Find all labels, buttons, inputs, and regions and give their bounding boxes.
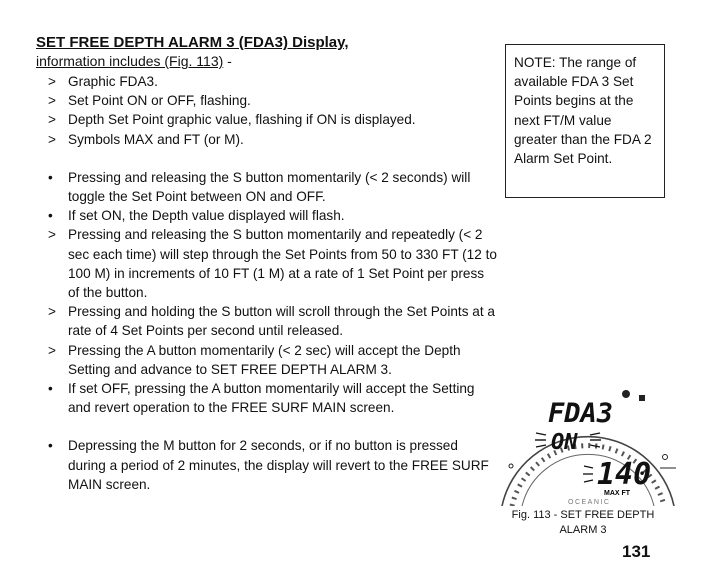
device-display-illustration (498, 380, 678, 506)
list-item (48, 206, 498, 225)
list-item (48, 379, 498, 417)
list-marker: > (48, 304, 56, 320)
list-text: Set Point ON or OFF, flashing. (68, 93, 251, 109)
intro-reference: information includes (Fig. 113) (36, 53, 224, 69)
list-marker: • (48, 438, 53, 454)
list-marker: > (48, 131, 56, 147)
list-text: If set OFF, pressing the A button momentarily will accept the Setting and revert operation to the FREE SURF MAIN screen. (68, 381, 475, 416)
list-marker: > (48, 112, 56, 128)
list-marker: > (48, 74, 56, 89)
list-item (48, 110, 498, 129)
intro-line (36, 53, 232, 69)
figure-caption: Fig. 113 - SET FREE DEPTH ALARM 3 (511, 509, 655, 536)
list-text: Pressing and releasing the S button momentarily (< 2 seconds) will toggle the Set Point between ON and OFF. (68, 169, 471, 205)
list-text: If set ON, the Depth value displayed will flash. (68, 208, 345, 224)
display-max-ft-label: MAX FT (604, 490, 631, 497)
list-marker: > (48, 93, 56, 109)
list-marker: • (48, 381, 53, 397)
intro-suffix: - (223, 53, 232, 69)
list-marker: • (48, 208, 53, 224)
list-item (48, 225, 498, 302)
depth-flash-mark-bottom (584, 480, 593, 482)
list-item (48, 130, 498, 149)
list-marker: • (48, 169, 53, 185)
flash-mark-right-top (590, 433, 600, 435)
section-heading: SET FREE DEPTH ALARM 3 (FDA3) Display, (36, 34, 349, 51)
list-item (48, 341, 498, 379)
list-marker: > (48, 227, 56, 243)
list-item (48, 302, 498, 340)
right-button-icon (663, 455, 668, 460)
list-text: Graphic FDA3. (68, 74, 158, 89)
flash-mark-left-bottom (536, 445, 546, 447)
ring-marker-dot (622, 390, 630, 398)
display-line-on: ON (551, 430, 578, 455)
ring-marker-tab (639, 395, 645, 401)
list-marker: > (48, 342, 56, 358)
list-item (48, 436, 498, 494)
spacer (48, 149, 498, 168)
left-button-icon (509, 464, 513, 468)
list-text: Pressing and holding the S button will scroll through the Set Points at a rate of 4 Set Points per second until released. (68, 304, 495, 339)
list-text: Depth Set Point graphic value, flashing if ON is displayed. (68, 112, 416, 128)
list-item (48, 72, 498, 91)
flash-mark-right-bottom (590, 445, 600, 447)
page-number: 131 (622, 542, 651, 561)
device-brand-label: OCEANIC (568, 499, 611, 506)
list-text: Depressing the M button for 2 seconds, or if no button is pressed during a period of 2 minutes, the display will revert to the FREE SURF MAIN screen. (68, 438, 489, 492)
instructions-column (48, 72, 498, 494)
list-item (48, 91, 498, 110)
spacer (48, 417, 498, 436)
list-text: Pressing and releasing the S button momentarily and repeatedly (< 2 sec each time) will step through the Set Points from 50 to 330 FT (12 to 100 M) in increments of 10 FT (1 M) at a rate of 1 Set Point per press of the button. (68, 227, 497, 301)
display-depth-value: 140 (597, 457, 652, 492)
display-line-fda3: FDA3 (548, 398, 614, 429)
note-box: NOTE: The range of available FDA 3 Set Points begins at the next FT/M value greater than the FDA 2 Alarm Set Point. (505, 44, 665, 198)
flash-mark-left-top (536, 433, 546, 435)
list-text: Symbols MAX and FT (or M). (68, 131, 244, 147)
list-text: Pressing the A button momentarily (< 2 sec) will accept the Depth Setting and advance to SET FREE DEPTH ALARM 3. (68, 342, 461, 377)
depth-flash-mark-top (584, 466, 593, 468)
list-item (48, 168, 498, 206)
